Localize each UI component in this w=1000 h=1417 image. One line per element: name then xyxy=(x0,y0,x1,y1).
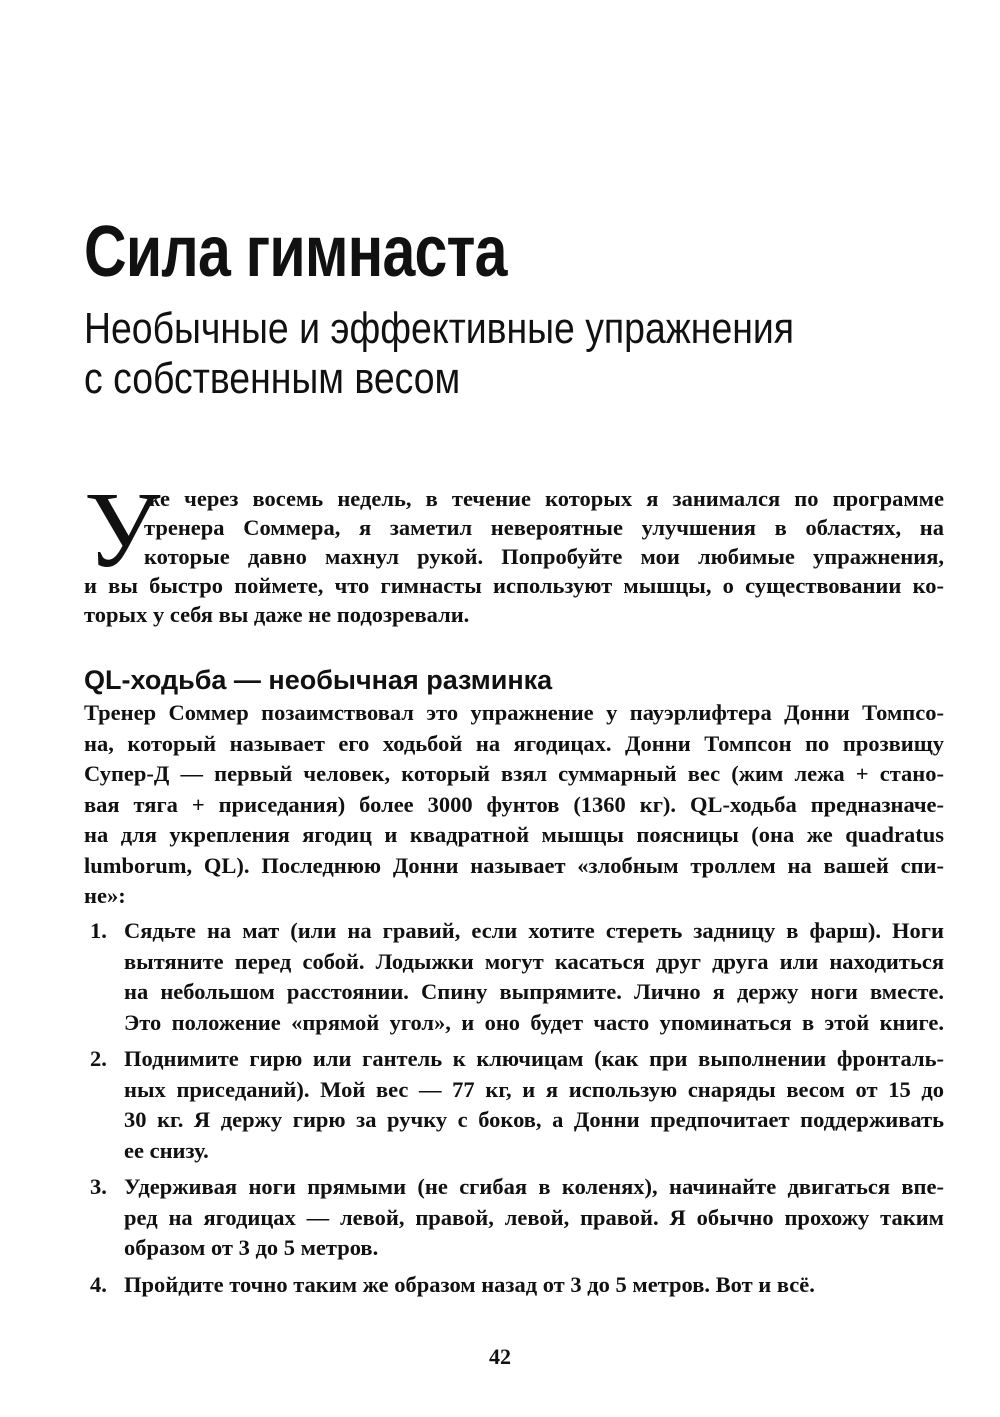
page-number: 42 xyxy=(489,1344,511,1369)
step-number: 4. xyxy=(90,1271,107,1297)
list-item xyxy=(84,1172,944,1264)
intro-paragraph xyxy=(84,471,944,629)
step-line: Поднимите гирю или гантель к ключицам (как при выполнении фронталь- xyxy=(124,1046,944,1071)
step-number: 2. xyxy=(90,1046,107,1071)
intro-line: которые давно махнул рукой. Попробуйте мои любимые упражнения, xyxy=(144,544,944,569)
subtitle-line: с собственным весом xyxy=(84,354,461,403)
paragraph-line: Тренер Соммер позаимствовал это упражнение у пауэрлифтера Донни Томпсо- xyxy=(84,700,944,725)
intro-line: же через восемь недель, в течение которых я занимался по программе xyxy=(144,486,944,511)
step-line: образом от 3 до 5 метров. xyxy=(124,1235,379,1260)
chapter-title: Сила гимнаста xyxy=(84,212,507,292)
intro-line: тренера Соммера, я заметил невероятные улучшения в областях, на xyxy=(144,515,944,540)
step-line: ред на ягодицах — левой, правой, левой, правой. Я обычно прохожу таким xyxy=(124,1204,944,1230)
list-item xyxy=(84,1270,944,1301)
list-item xyxy=(84,1044,944,1166)
step-number: 1. xyxy=(90,918,107,943)
section-heading: QL-ходьба — необычная разминка xyxy=(84,665,553,695)
step-line: Сядьте на мат (или на гравий, если хотите стереть задницу в фарш). Ноги xyxy=(124,918,944,943)
paragraph-line: Супер-Д — первый человек, который взял суммарный вес (жим лежа + стано- xyxy=(84,761,944,786)
step-line: на небольшом расстоянии. Спину выпрямите. Лично я держу ноги вместе. xyxy=(124,979,944,1004)
section-paragraph xyxy=(84,698,944,912)
step-number: 3. xyxy=(90,1174,107,1199)
intro-line: и вы быстро поймете, что гимнасты используют мышцы, о существовании ко- xyxy=(84,573,944,598)
chapter-subtitle xyxy=(84,304,934,404)
paragraph-line: вая тяга + приседания) более 3000 фунтов (1360 кг). QL-ходьба предназначе- xyxy=(84,791,944,817)
intro-line: торых у себя вы даже не подозревали. xyxy=(84,602,470,627)
paragraph-line: на, который называет его ходьбой на ягодицах. Донни Томпсон по прозвищу xyxy=(84,730,944,756)
paragraph-line: не»: xyxy=(84,883,126,908)
drop-cap: У xyxy=(84,471,161,590)
step-line: Это положение «прямой угол», и оно будет часто упоминаться в этой книге. xyxy=(124,1009,944,1035)
steps-list xyxy=(84,916,944,1306)
step-line: ее снизу. xyxy=(124,1137,209,1163)
step-line: ных приседаний). Мой вес — 77 кг, и я использую снаряды весом от 15 до xyxy=(124,1076,944,1102)
step-line: Пройдите точно таким же образом назад от 3 до 5 метров. Вот и всё. xyxy=(124,1271,815,1297)
paragraph-line: lumborum, QL). Последнюю Донни называет «злобным троллем на вашей спи- xyxy=(84,852,944,878)
step-line: Удерживая ноги прямыми (не сгибая в коленях), начинайте двигаться впе- xyxy=(124,1174,944,1199)
paragraph-line: на для укрепления ягодиц и квадратной мышцы поясницы (она же quadratus xyxy=(84,822,944,847)
list-item xyxy=(84,916,944,1038)
step-line: 30 кг. Я держу гирю за ручку с боков, а Донни предпочитает поддерживать xyxy=(124,1107,944,1132)
subtitle-line: Необычные и эффективные упражнения xyxy=(84,304,795,353)
step-line: вытяните перед собой. Лодыжки могут касаться друг друга или находиться xyxy=(124,948,944,974)
